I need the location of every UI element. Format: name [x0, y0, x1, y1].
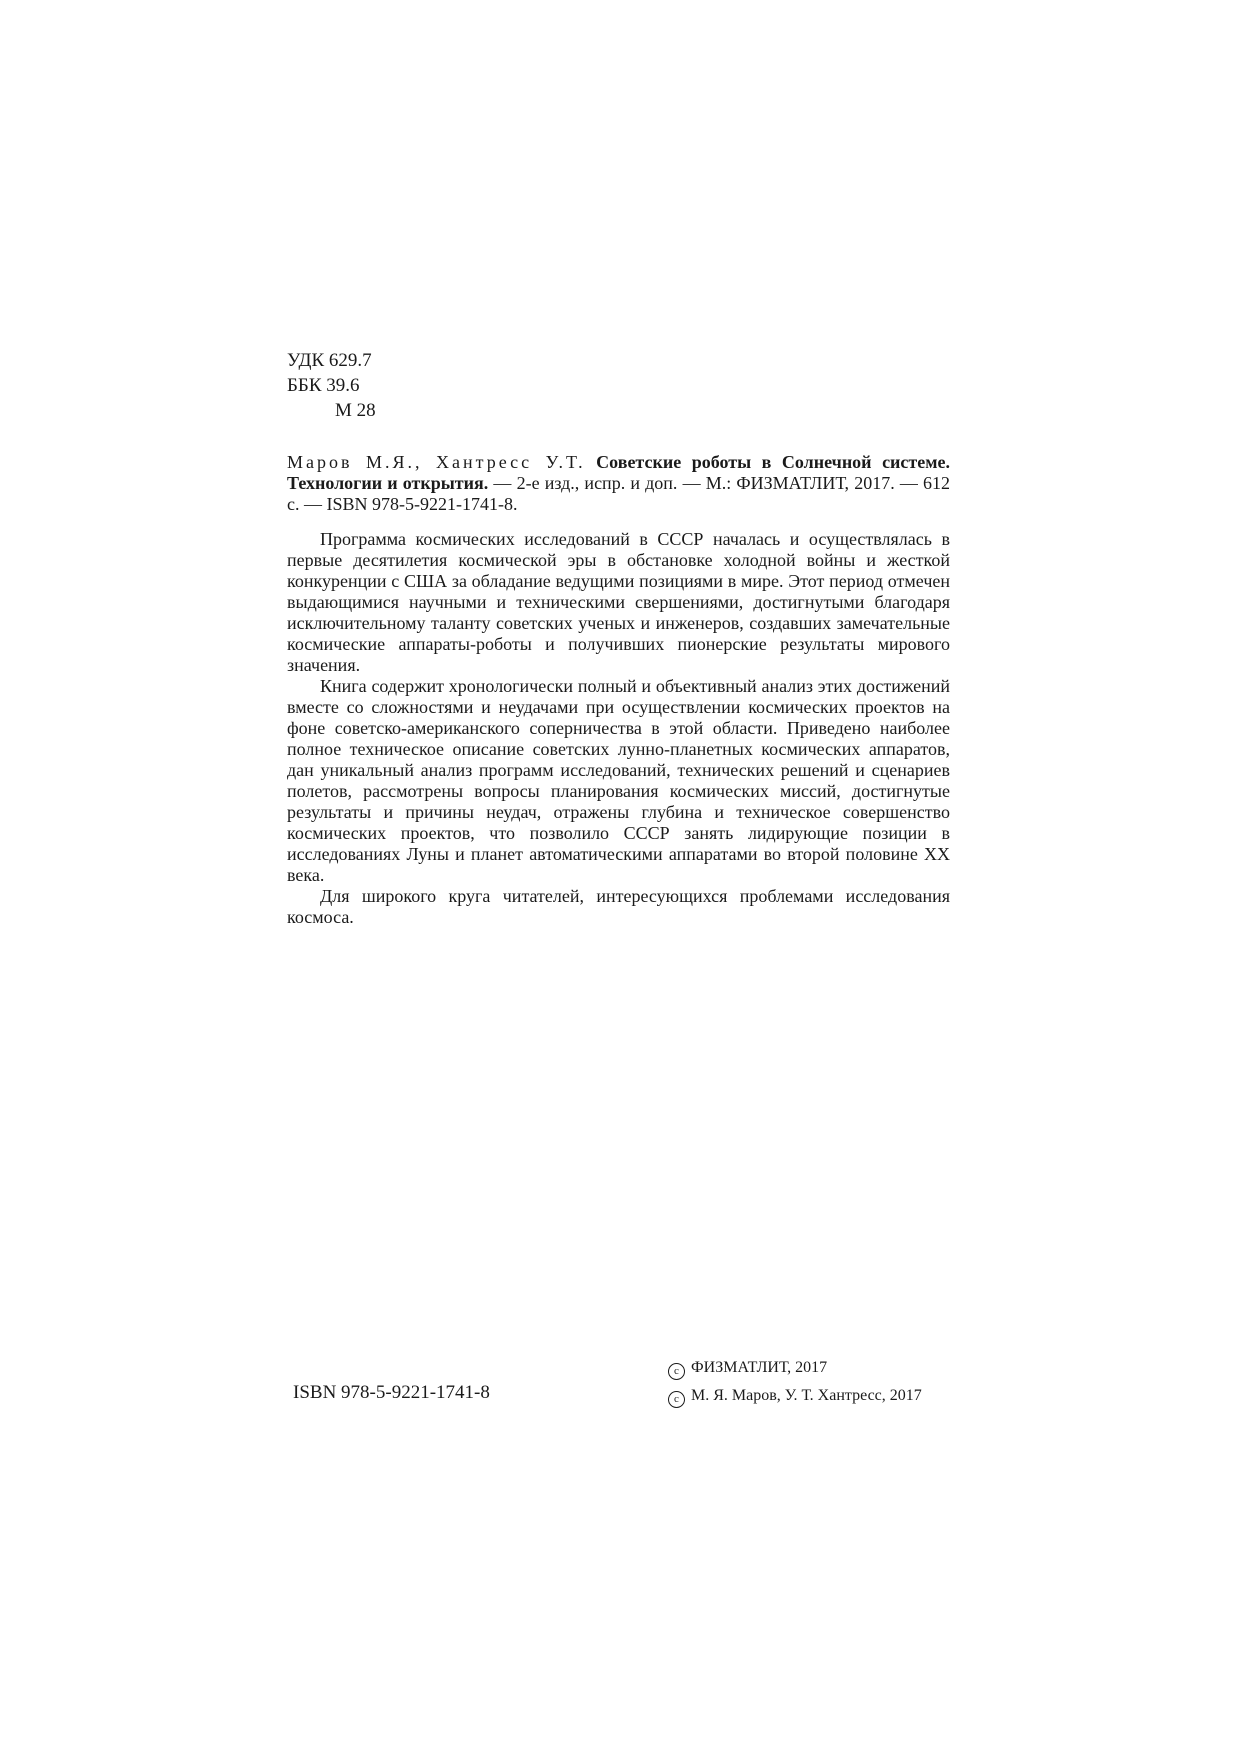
author-mark: М 28	[335, 400, 376, 421]
copyright-block	[668, 1354, 922, 1410]
abstract-paragraph: Программа космических исследований в СССР началась и осуществлялась в первые десятилетия космической эры в обстановке холодной войны и жесткой конкуренции с США за обладание ведущими позициями в мире. Этот период отмечен выдающимися научными и техническими свершениями, достигнутыми благодаря исключительному таланту советских ученых и инженеров, создавших замечательные космические аппараты-роботы и получивших пионерские результаты мирового значения.	[287, 529, 950, 675]
bbk-code: ББК 39.6	[287, 375, 360, 396]
classification-block	[287, 348, 376, 423]
bibliographic-description	[287, 452, 950, 515]
isbn: ISBN 978-5-9221-1741-8	[293, 1382, 490, 1403]
authors: Маров М.Я., Хантресс У.Т.	[287, 452, 586, 472]
copyright-authors-text: М. Я. Маров, У. Т. Хантресс, 2017	[691, 1387, 922, 1404]
copyright-publisher-text: ФИЗМАТЛИТ, 2017	[691, 1359, 828, 1376]
audience-paragraph: Для широкого круга читателей, интересующихся проблемами исследования космоса.	[287, 886, 950, 927]
bibliographic-record	[287, 452, 950, 928]
copyright-authors	[668, 1382, 922, 1410]
copyright-icon: c	[668, 1391, 685, 1408]
book-title: Советские роботы в Солнечной системе. Технологии и открытия.	[287, 452, 950, 493]
udk-code: УДК 629.7	[287, 350, 372, 371]
copyright-icon: c	[668, 1363, 685, 1380]
copyright-publisher	[668, 1354, 922, 1382]
abstract-paragraph: Книга содержит хронологически полный и объективный анализ этих достижений вместе со сложностями и неудачами при осуществлении космических проектов на фоне советско-американского соперничества в этой области. Приведено наиболее полное техническое описание советских лунно-планетных космических аппаратов, дан уникальный анализ программ исследований, технических решений и сценариев полетов, рассмотрены вопросы планирования космических миссий, достигнутые результаты и причины неудач, отражены глубина и техническое совершенство космических проектов, что позволило СССР занять лидирующие позиции в исследованиях Луны и планет автоматическими аппаратами во второй половине XX века.	[287, 676, 950, 885]
imprint: — 2-е изд., испр. и доп. — М.: ФИЗМАТЛИТ, 2017. — 612 с. — ISBN 978-5-9221-1741-8.	[287, 473, 950, 514]
